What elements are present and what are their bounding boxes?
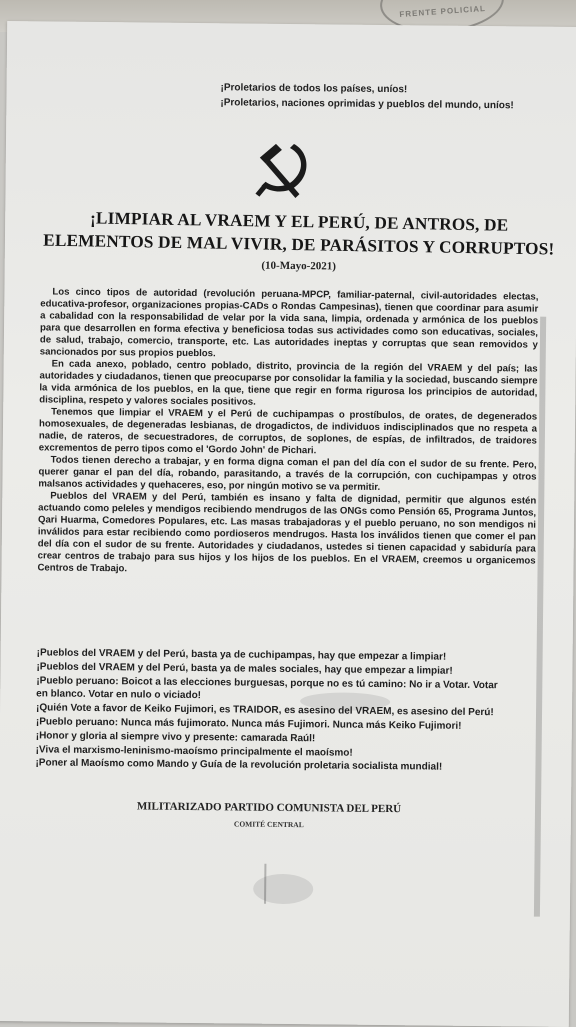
closing-line-3: ¡Pueblo peruano: Boicot a las elecciones burguesas, porque no es tú camino: No ir a Votar. Votar en blanco. Votar en nulo o viciado! — [36, 674, 498, 702]
slogans — [220, 80, 550, 113]
paragraph-1: Los cinco tipos de autoridad (revolución peruana-MPCP, familiar-paternal, civil-autoridades electas, educativa-profesor, organizaciones propias-CADs o Rondas Campesinas), tienen que coordinar para asumir a cabalidad con la responsabilidad de velar por la vida sana, limpia, ordenada y armónica de los pueblos para que desarrollen en forma efectiva y beneficiosa todas sus actividades como son educativas, sociales, de salud, trabajo, comercio, transporte, etc. Las autoridades ineptas y corruptas que sean removidos y sancionados por sus propios pueblos. — [39, 286, 539, 359]
closing-line-8: ¡Poner al Maoísmo como Mando y Guía de la revolución proletaria socialista mundial! — [35, 757, 443, 774]
ink-mark — [264, 864, 266, 904]
leaflet-page — [0, 21, 576, 1027]
leaflet-title: ¡LIMPIAR AL VRAEM Y EL PERÚ, DE ANTROS, DE ELEMENTOS DE MAL VIVIR, DE PARÁSITOS Y CORRUPTOS! — [43, 208, 555, 259]
paragraph-4: Todos tienen derecho a trabajar, y en forma digna coman el pan del día con el sudor de su frente. Pero, querer ganar el pan del día, robando, parasitando, a través de la corrupción, con cuchipampas y otros malsanos actividades y quehaceres, eso, por ningún motivo se va permitir. — [38, 454, 537, 493]
closing-line-7: ¡Viva el marxismo-leninismo-maoísmo principalmente el maoísmo! — [35, 743, 353, 759]
closing-line-5: ¡Pueblo peruano: Nunca más fujimorato. Nunca más Fujimori. Nunca más Keiko Fujimori! — [35, 716, 462, 732]
closing-line-6: ¡Honor y gloria al siempre vivo y presente: camarada Raúl! — [35, 730, 316, 745]
leaflet-date: (10-Mayo-2021) — [261, 259, 337, 273]
committee-label: COMITÉ CENTRAL — [233, 819, 304, 830]
closing-line-2: ¡Pueblos del VRAEM y del Perú, basta ya de males sociales, hay que empezar a limpiar! — [36, 661, 453, 677]
leaflet-body — [37, 286, 538, 579]
police-stamp: FRENTE POLICIAL — [378, 0, 506, 36]
paragraph-5: Pueblos del VRAEM y del Perú, también es insano y falta de dignidad, permitir que algunos estén actuando como peleles y mendigos recibiendo mendrugos de las ONGs como Pensión 65, Programa Juntos, Qari Huarma, Comedores Populares, etc. Las masas trabajadoras y el pueblo peruano, no son mendigos ni inválidos para estar recibiendo como pordioseros mendrugos. Hasta los inválidos tienen que comer el pan del día con el sudor de su frente. Autoridades y ciudadanos, ustedes si tienen capacidad y sabiduría para crear centros de trabajo para sus hijos y los hijos de los pueblos. En el VRAEM, creemos u organicemos Centros de Trabajo. — [37, 490, 537, 575]
slogan-line-2: ¡Proletarios, naciones oprimidas y pueblos del mundo, uníos! — [220, 97, 514, 112]
party-signature: MILITARIZADO PARTIDO COMUNISTA DEL PERÚ — [136, 800, 402, 816]
closing-slogans — [35, 646, 536, 775]
paragraph-2: En cada anexo, poblado, centro poblado, distrito, provincia de la región del VRAEM y del país; las autoridades y ciudadanos, tienen que preocuparse por consolidar la familia y la sociedad, buscando siempre la vida armónica de los pueblos, en la que, tiene que regir en forma rigurosa los principios de autoridad, disciplina, respeto y valores sociales positivos. — [39, 358, 538, 408]
closing-line-1: ¡Pueblos del VRAEM y del Perú, basta ya de cuchipampas, hay que empezar a limpiar! — [36, 647, 447, 663]
slogan-line-1: ¡Proletarios de todos los países, uníos! — [220, 82, 408, 96]
closing-line-4: ¡Quién Vote a favor de Keiko Fujimori, es TRAIDOR, es asesino del VRAEM, es asesino del Perú! — [36, 702, 494, 719]
paragraph-3: Tenemos que limpiar el VRAEM y el Perú de cuchipampas o prostíbulos, de orates, de degenerados homosexuales, de degeneradas lesbianas, de drogadictos, de individuos indisciplinados que no respeta a nadie, de rateros, de secuestradores, de corruptos, de soplones, de espías, de infiltrados, de traidores excrementos de perro tipos como el 'Gordo John' de Pichari. — [38, 406, 538, 457]
ink-smudge — [253, 874, 313, 905]
hammer-and-sickle-icon — [249, 136, 314, 203]
